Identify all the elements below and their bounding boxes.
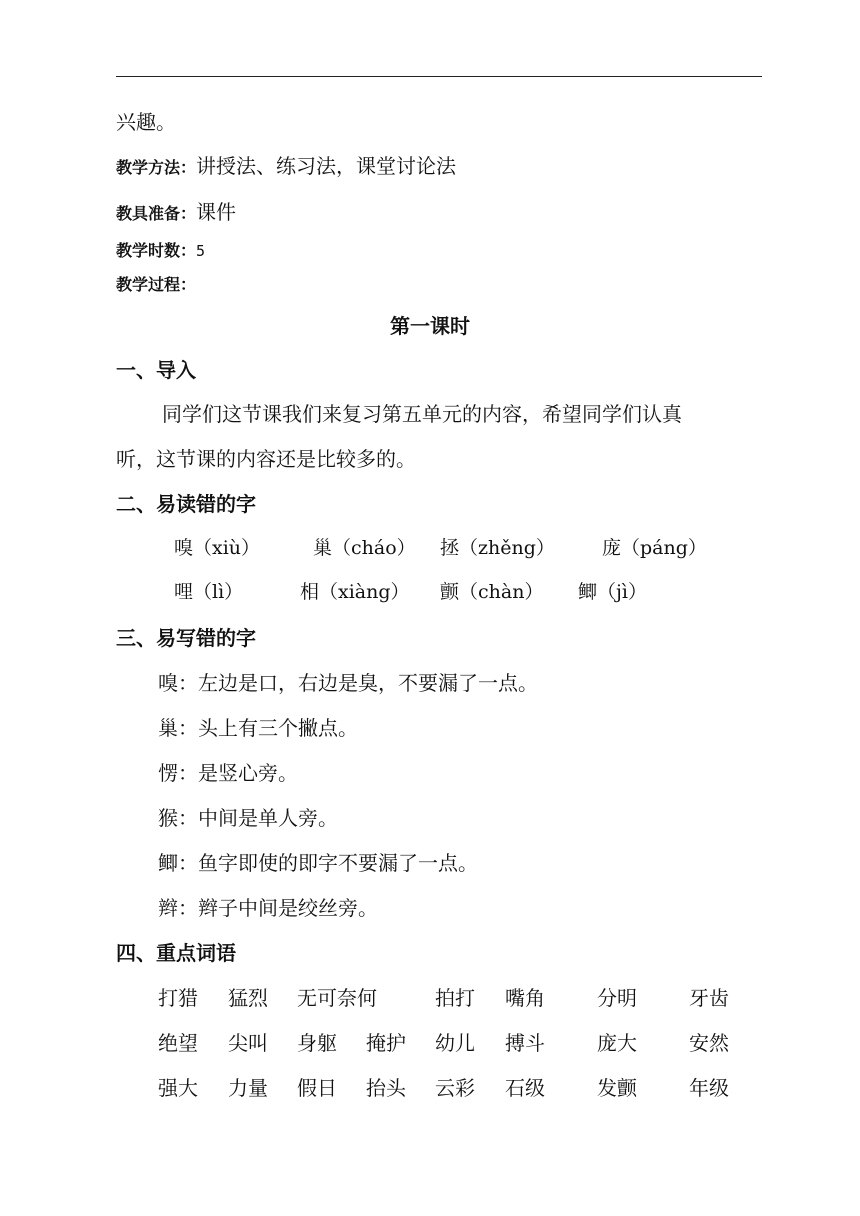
vocab-word: 猛烈 (228, 986, 268, 1010)
teaching-hours-label: 教学时数： (116, 241, 197, 260)
misread-item: 嗅（xiù） (174, 537, 261, 559)
vocab-word: 庞大 (597, 1031, 637, 1055)
teaching-process-label: 教学过程： (116, 275, 197, 294)
miswrite-item: 愣：是竖心旁。 (158, 761, 298, 785)
teaching-tools-value: 课件 (196, 200, 237, 224)
vocab-word: 身躯 (297, 1031, 337, 1055)
vocab-word: 石级 (505, 1076, 545, 1100)
teaching-method-line (116, 150, 456, 179)
teaching-tools-label: 教具准备： (116, 204, 197, 223)
vocab-word: 无可奈何 (297, 986, 377, 1010)
vocab-word: 嘴角 (505, 986, 545, 1010)
misread-row-2 (0, 577, 860, 603)
intro-tail-text: 兴趣。 (116, 110, 176, 134)
teaching-hours-line (116, 238, 205, 261)
teaching-method-label: 教学方法： (116, 158, 197, 177)
intro-paragraph-line1: 同学们这节课我们来复习第五单元的内容，希望同学们认真 (162, 402, 682, 426)
misread-item: 巢（cháo） (313, 537, 416, 559)
vocab-word: 云彩 (435, 1076, 475, 1100)
misread-item: 相（xiàng） (300, 581, 410, 603)
intro-paragraph-line2: 听，这节课的内容还是比较多的。 (116, 447, 416, 471)
miswrite-item: 猴：中间是单人旁。 (158, 806, 338, 830)
misread-item: 庞（páng） (602, 537, 707, 559)
teaching-hours-value: 5 (196, 242, 206, 260)
vocab-word: 发颤 (597, 1076, 637, 1100)
vocab-word: 牙齿 (689, 986, 729, 1010)
miswrite-item: 鲫：鱼字即使的即字不要漏了一点。 (158, 851, 478, 875)
section-misread-heading: 二、易读错的字 (116, 492, 256, 516)
vocab-word: 拍打 (435, 986, 475, 1010)
vocab-word: 尖叫 (228, 1031, 268, 1055)
vocab-word: 幼儿 (435, 1031, 475, 1055)
misread-item: 哩（lì） (174, 581, 244, 603)
vocab-word: 打猎 (158, 986, 198, 1010)
teaching-tools-line (116, 196, 236, 225)
vocab-word: 掩护 (366, 1031, 406, 1055)
misread-row-1 (0, 533, 860, 559)
header-rule (116, 76, 762, 77)
vocab-word: 抬头 (366, 1076, 406, 1100)
miswrite-item: 辫：辫子中间是绞丝旁。 (158, 896, 378, 920)
section-vocab-heading: 四、重点词语 (116, 941, 236, 965)
vocab-word: 强大 (158, 1076, 198, 1100)
vocab-word: 绝望 (158, 1031, 198, 1055)
vocab-word: 年级 (689, 1076, 729, 1100)
section-intro-heading: 一、导入 (116, 358, 196, 382)
miswrite-item: 嗅：左边是口，右边是臭，不要漏了一点。 (158, 671, 538, 695)
lesson-title: 第一课时 (390, 314, 470, 338)
vocab-word: 力量 (228, 1076, 268, 1100)
vocab-word: 搏斗 (505, 1031, 545, 1055)
vocab-word: 安然 (689, 1031, 729, 1055)
misread-item: 鲫（jì） (578, 581, 647, 603)
vocab-word: 分明 (597, 986, 637, 1010)
misread-item: 拯（zhěng） (440, 537, 555, 559)
miswrite-item: 巢：头上有三个撇点。 (158, 716, 358, 740)
teaching-method-value: 讲授法、练习法，课堂讨论法 (196, 154, 457, 178)
misread-item: 颤（chàn） (440, 581, 544, 603)
section-miswrite-heading: 三、易写错的字 (116, 626, 256, 650)
vocab-word: 假日 (297, 1076, 337, 1100)
